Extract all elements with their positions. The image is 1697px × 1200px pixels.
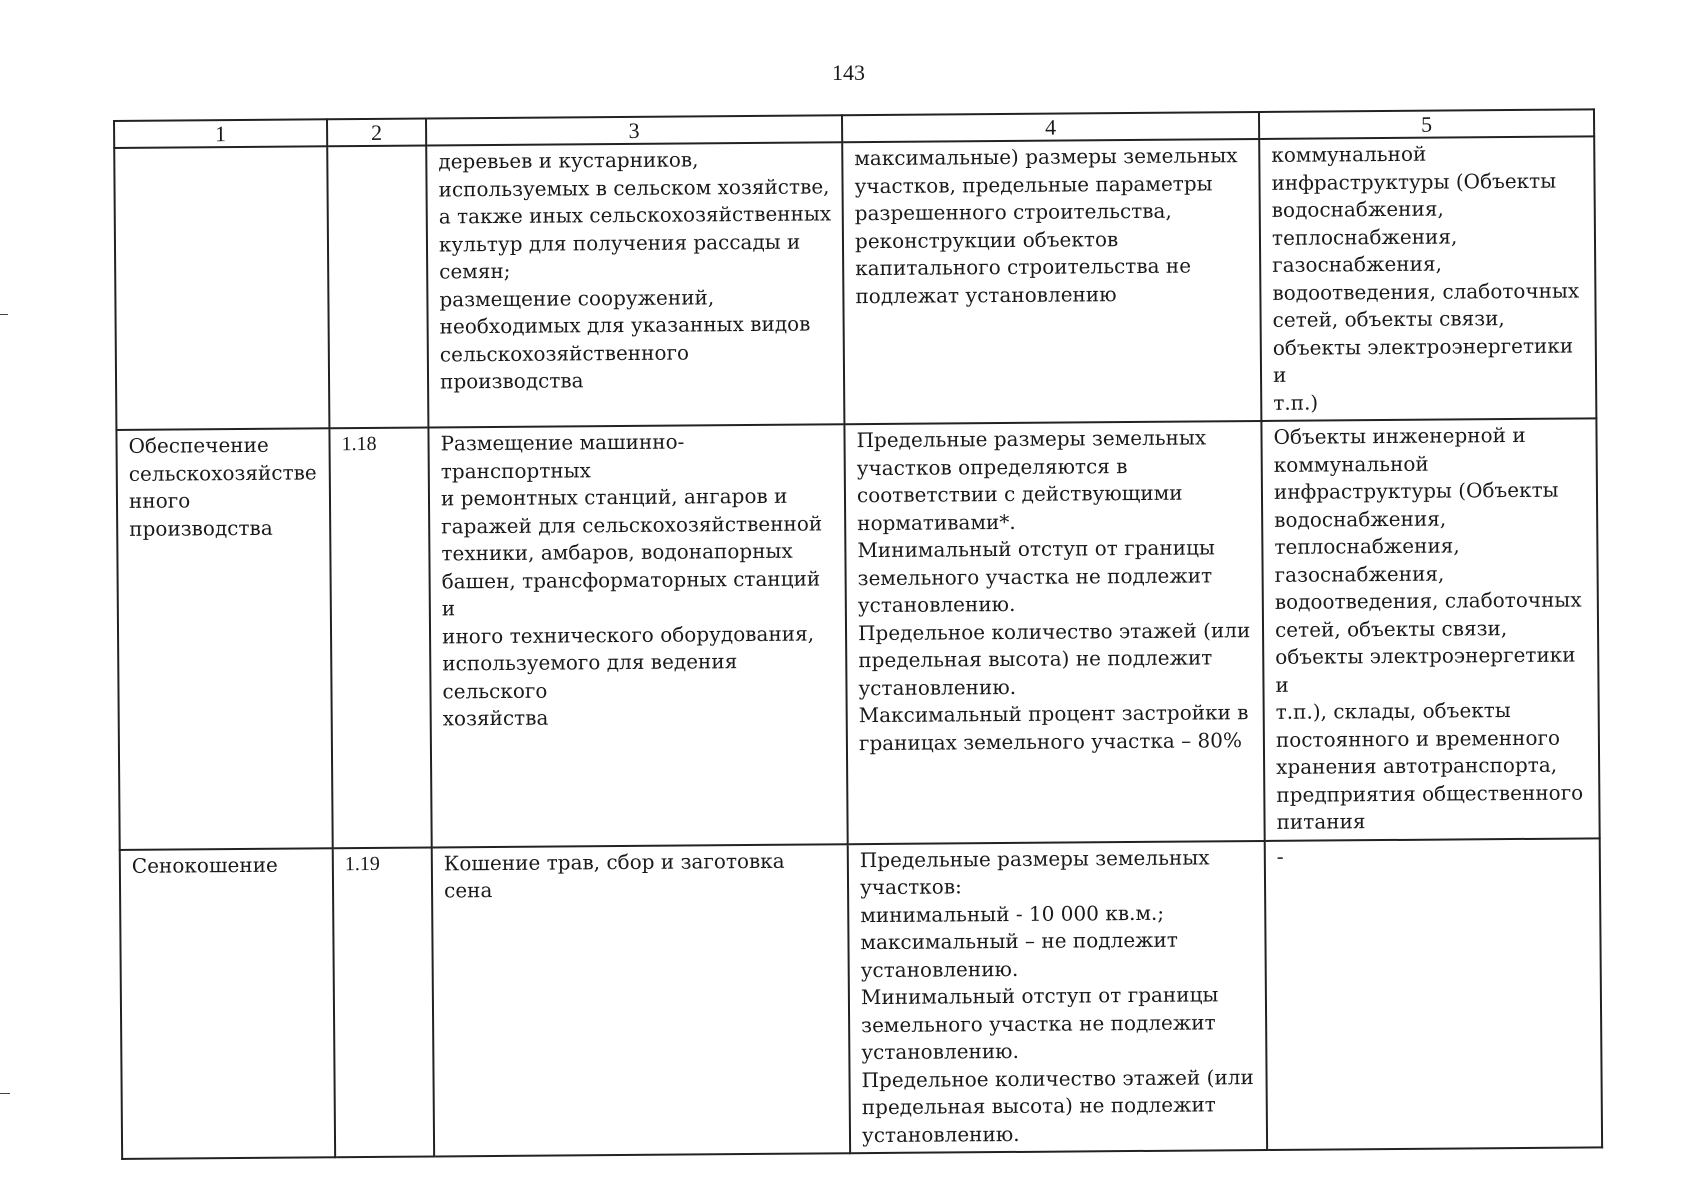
auxiliary-uses-cell: коммунальной инфраструктуры (Объекты водоснабжения, теплоснабжения, газоснабжения, водоотведения, слаботочных сетей, объекты связи, объекты электроэнергетики и т.п.) [1259,136,1596,421]
auxiliary-uses-cell: - [1265,838,1602,1150]
column-header-2: 2 [327,119,426,147]
page-number: 143 [832,60,865,85]
parameters-cell: Предельные размеры земельных участков: минимальный - 10 000 кв.м.; максимальный – не подлежит установлению. Минимальный отступ от границы земельного участка не подлежит установлению. Предельное количество этажей (или предельная высота) не подлежит установлению. [848,840,1267,1153]
table-row [114,136,1596,430]
use-description-cell: деревьев и кустарников, используемых в сельском хозяйстве, а также иных сельскохозяйственных культур для получения рассады и семян; размещение сооружений, необходимых для указанных видов сельскохозяйственного производства [426,142,844,427]
use-description-cell: Кошение трав, сбор и заготовка сена [432,844,850,1157]
parameters-cell: максимальные) размеры земельных участков, предельные параметры разрешенного строительства, реконструкции объектов капитального строительства не подлежат установлению [842,139,1261,424]
use-code-cell: 1.18 [329,428,431,848]
table-row [120,838,1602,1159]
parameters-cell: Предельные размеры земельных участков определяются в соответствии с действующими нормативами*. Минимальный отступ от границы земельного участка не подлежит установлению. Предельное количество этажей (или предельная высота) не подлежит установлению. Максимальный процент застройки в границах земельного участка – 80% [844,421,1264,844]
use-name-cell: Обеспечение сельскохозяйстве нного производства [116,428,332,849]
use-name-cell: Сенокошение [120,848,335,1159]
margin-mark [0,1093,10,1094]
use-description-cell: Размещение машинно-транспортных и ремонтных станций, ангаров и гаражей для сельскохозяйственной техники, амбаров, водонапорных башен, трансформаторных станций и иного технического оборудования, используемого для ведения сельского хозяйства [428,424,847,847]
auxiliary-uses-cell: Объекты инженерной и коммунальной инфраструктуры (Объекты водоснабжения, теплоснабжения, газоснабжения, водоотведения, слаботочных сетей, объекты связи, объекты электроэнергетики и т.п.), склады, объекты постоянного и временного хранения автотранспорта, предприятия общественного питания [1261,418,1599,840]
column-header-3: 3 [426,115,842,145]
table-row [116,418,1599,849]
land-use-table [113,108,1603,1160]
column-header-1: 1 [114,119,327,148]
column-header-5: 5 [1259,109,1594,139]
use-code-cell [327,146,428,429]
use-code-cell: 1.19 [333,847,434,1157]
margin-mark [0,314,8,315]
use-name-cell [114,146,329,430]
column-header-4: 4 [842,112,1259,142]
